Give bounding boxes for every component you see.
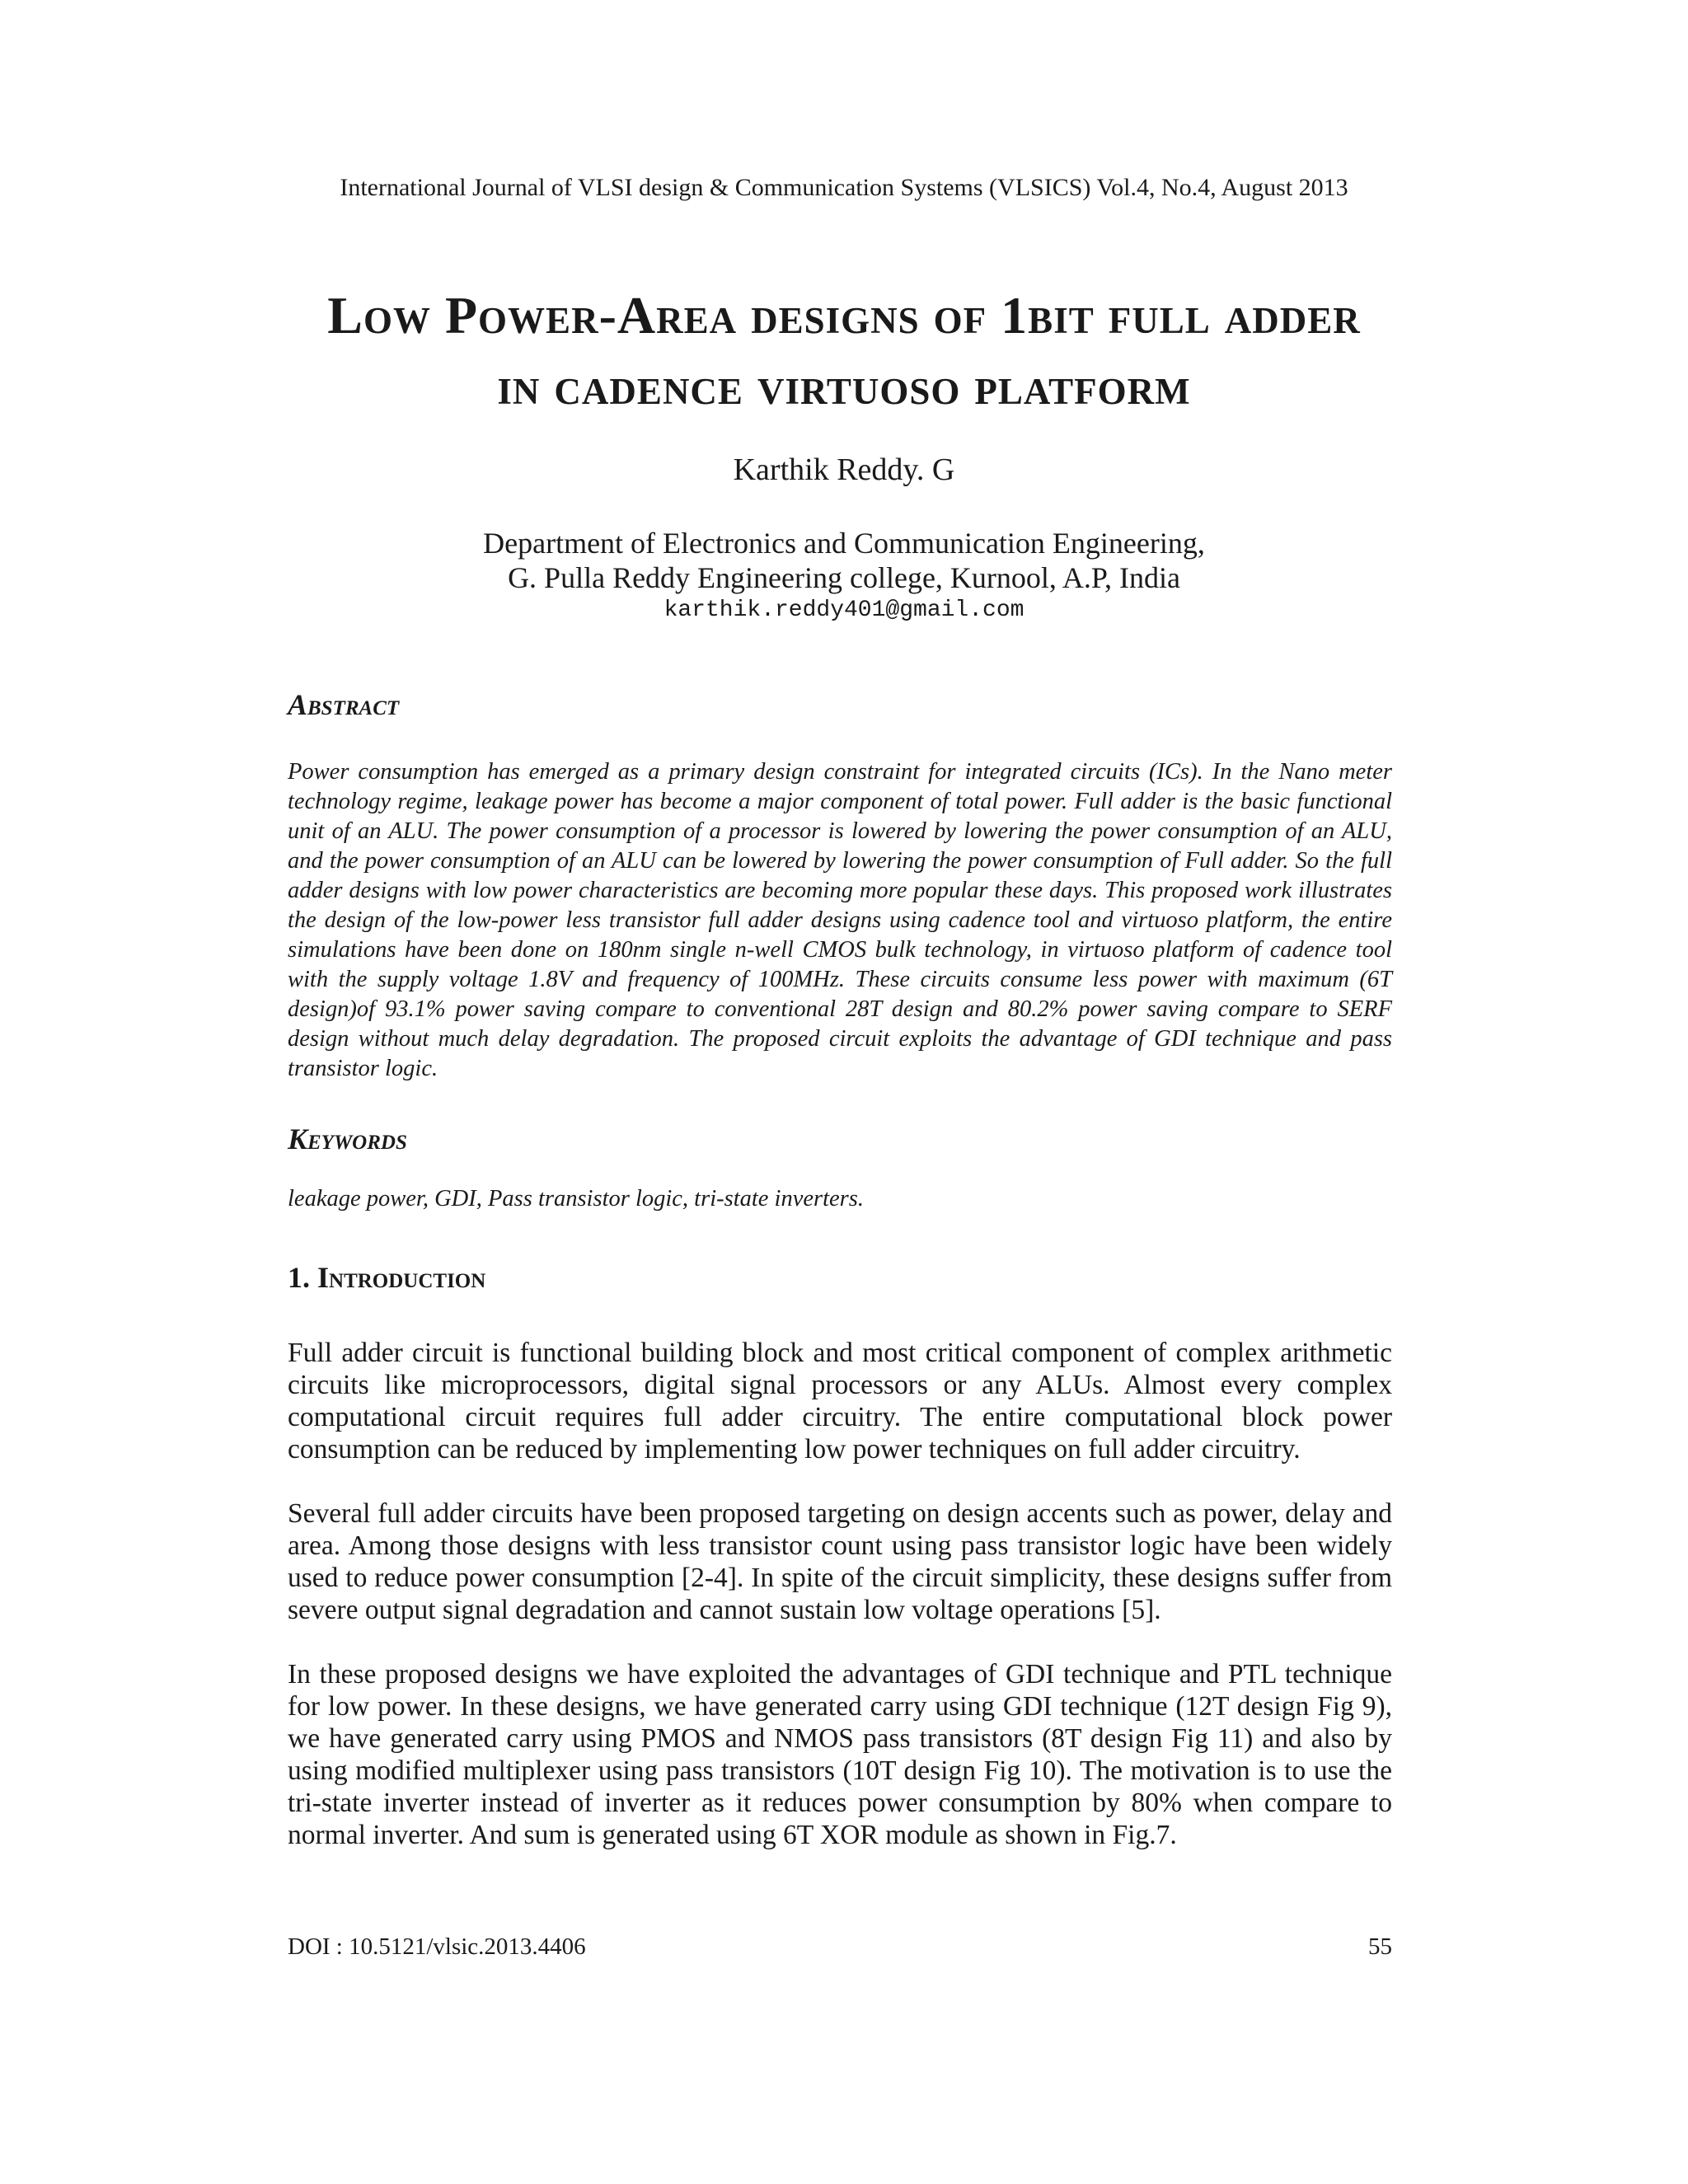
keywords-body	[288, 1184, 1392, 1214]
intro-paragraph-3: In these proposed designs we have exploited the advantages of GDI technique and PTL technique for low power. In these designs, we have generated carry using GDI technique (12T design Fig 9), we have generated carry using PMOS and NMOS pass transistors (8T design Fig 11) and also by using modified multiplexer using pass transistors (10T design Fig 10). The motivation is to use the tri-state inverter instead of inverter as it reduces power consumption by 80% when compare to normal inverter. And sum is generated using 6T XOR module as shown in Fig.7.	[288, 1659, 1392, 1850]
title-line-1: Low Power-Area designs of 1bit full adder	[327, 286, 1361, 344]
title-line-2: in cadence virtuoso platform	[497, 357, 1191, 415]
journal-header: International Journal of VLSI design & Communication Systems (VLSICS) Vol.4, No.4, August 2013	[340, 174, 1348, 201]
intro-paragraph-2: Several full adder circuits have been proposed targeting on design accents such as power, delay and area. Among those designs with less transistor count using pass transistor logic have been widely used to reduce power consumption [2-4]. In spite of the circuit simplicity, these designs suffer from severe output signal degradation and cannot sustain low voltage operations [5].	[288, 1498, 1392, 1625]
doi-text: DOI : 10.5121/vlsic.2013.4406	[288, 1933, 586, 1960]
intro-paragraph-1-block	[288, 1337, 1392, 1465]
author-affiliation	[0, 526, 1688, 626]
abstract-heading: Abstract	[288, 688, 400, 721]
introduction-section	[288, 1259, 1392, 1296]
intro-paragraph-2-block	[288, 1497, 1392, 1626]
college: G. Pulla Reddy Engineering college, Kurnool, A.P, India	[508, 561, 1180, 594]
abstract-text: Power consumption has emerged as a primary design constraint for integrated circuits (ICs). In the Nano meter technology regime, leakage power has become a major component of total power. Full adder is the basic functional unit of an ALU. The power consumption of a processor is lowered by lowering the power consumption of an ALU, and the power consumption of an ALU can be lowered by lowering the power consumption of Full adder. So the full adder designs with low power characteristics are becoming more popular these days. This proposed work illustrates the design of the low-power less transistor full adder designs using cadence tool and virtuoso platform, the entire simulations have been done on 180nm single n-well CMOS bulk technology, in virtuoso platform of cadence tool with the supply voltage 1.8V and frequency of 100MHz. These circuits consume less power with maximum (6T design)of 93.1% power saving compare to conventional 28T design and 80.2% power saving compare to SERF design without much delay degradation. The proposed circuit exploits the advantage of GDI technique and pass transistor logic.	[288, 759, 1392, 1081]
introduction-heading: 1. Introduction	[288, 1261, 486, 1294]
keywords-section	[288, 1121, 1392, 1157]
intro-paragraph-3-block	[288, 1658, 1392, 1851]
keywords-text: leakage power, GDI, Pass transistor logic, tri-state inverters.	[288, 1186, 864, 1212]
author-email: karthik.reddy401@gmail.com	[663, 598, 1025, 623]
department: Department of Electronics and Communication Engineering,	[483, 527, 1205, 560]
page-number: 55	[1368, 1933, 1392, 1960]
abstract-body	[288, 757, 1392, 1084]
paper-title	[165, 280, 1523, 422]
author-name: Karthik Reddy. G	[733, 452, 955, 487]
intro-paragraph-1: Full adder circuit is functional building block and most critical component of complex arithmetic circuits like microprocessors, digital signal processors or any ALUs. Almost every complex computational circuit requires full adder circuitry. The entire computational block power consumption can be reduced by implementing low power techniques on full adder circuitry.	[288, 1338, 1392, 1465]
keywords-heading: Keywords	[288, 1122, 407, 1155]
abstract-section	[288, 687, 1392, 723]
